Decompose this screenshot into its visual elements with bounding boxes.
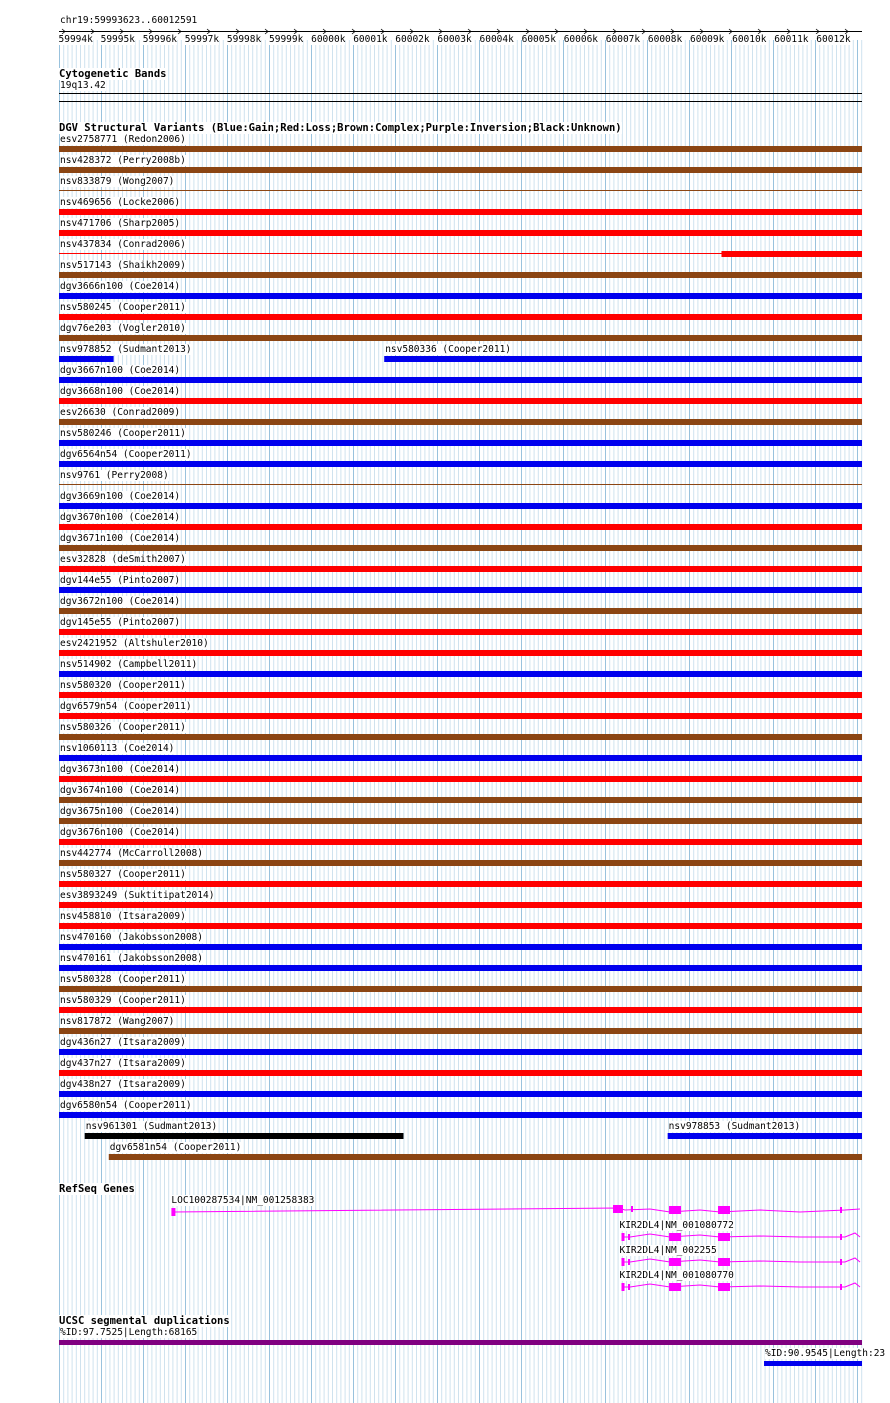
variant-label: nsv9761 (Perry2008) [60,470,169,481]
variant-label: dgv76e203 (Vogler2010) [60,323,186,334]
variant-label: nsv580246 (Cooper2011) [60,428,186,439]
variant-label: nsv580327 (Cooper2011) [60,869,186,880]
variant-label: nsv580336 (Cooper2011) [385,344,512,355]
variant-label: dgv6580n54 (Cooper2011) [60,1100,192,1111]
ruler-tick-label: 59998k [226,34,262,45]
variant-label: dgv6564n54 (Cooper2011) [60,449,192,460]
segdup-track-title: UCSC segmental duplications [59,1315,230,1327]
variant-label: esv2421952 (Altshuler2010) [60,638,209,649]
variant-label: dgv6581n54 (Cooper2011) [109,1142,242,1153]
variant-label: dgv3670n100 (Coe2014) [60,512,181,523]
ruler-tick-label: 59999k [269,34,304,45]
segdup-label: %ID:90.9545|Length:23 [765,1348,886,1359]
ruler-tick-label: 59994k [58,34,93,45]
ruler-tick-label: 60001k [353,34,388,45]
gene-label: KIR2DL4|NM_002255 [619,1245,717,1256]
gene-label: LOC100287534|NM_001258383 [171,1195,315,1206]
variant-label: esv3893249 (Suktitipat2014) [60,890,215,901]
variant-label: nsv817872 (Wang2007) [60,1016,175,1027]
ruler-tick-label: 59996k [142,34,178,45]
ruler-tick-label: 60002k [395,34,430,45]
variant-label: dgv438n27 (Itsara2009) [60,1079,186,1090]
variant-label: dgv3672n100 (Coe2014) [60,596,181,607]
variant-label: nsv437834 (Conrad2006) [60,239,186,250]
variant-label: esv32828 (deSmith2007) [60,554,186,565]
variant-label: dgv3675n100 (Coe2014) [60,806,181,817]
variant-label: dgv436n27 (Itsara2009) [60,1037,186,1048]
variant-label: nsv458810 (Itsara2009) [60,911,186,922]
variant-label: nsv580245 (Cooper2011) [60,302,186,313]
variant-label: nsv470160 (Jakobsson2008) [60,932,203,943]
refseq-track-title: RefSeq Genes [59,1183,135,1195]
variant-label: dgv3668n100 (Coe2014) [60,386,181,397]
variant-label: dgv145e55 (Pinto2007) [60,617,181,628]
cytoband-track-title: Cytogenetic Bands [59,68,167,80]
variant-label: esv2758771 (Redon2006) [60,134,186,145]
ruler-tick-label: 60010k [732,34,767,45]
ruler-tick-label: 60003k [437,34,472,45]
ruler-tick-label: 60009k [690,34,725,45]
ruler-tick-label: 60008k [647,34,683,45]
ruler-tick-label: 60005k [521,34,556,45]
ruler-tick-label: 60011k [774,34,809,45]
variant-label: dgv3676n100 (Coe2014) [60,827,181,838]
ruler-tick-label: 60004k [479,34,514,45]
segdup-label: %ID:97.7525|Length:68165 [60,1327,198,1338]
gene-label: KIR2DL4|NM_001080770 [619,1270,734,1281]
ruler-tick-label: 60007k [605,34,641,45]
variant-label: dgv3674n100 (Coe2014) [60,785,181,796]
variant-label: nsv470161 (Jakobsson2008) [60,953,203,964]
variant-label: dgv437n27 (Itsara2009) [60,1058,186,1069]
variant-label: dgv3666n100 (Coe2014) [60,281,181,292]
ruler-tick-label: 60012k [816,34,851,45]
ruler-tick-label: 59995k [100,34,135,45]
dgv-track-title: DGV Structural Variants (Blue:Gain;Red:Loss;Brown:Complex;Purple:Inversion;Black:Unknown) [59,122,622,134]
variant-label: dgv3673n100 (Coe2014) [60,764,181,775]
variant-label: nsv1060113 (Coe2014) [60,743,175,754]
ruler-tick-label: 60000k [311,34,346,45]
variant-label: nsv580329 (Cooper2011) [60,995,186,1006]
cytoband-label: 19q13.42 [60,80,106,91]
variant-label: nsv580326 (Cooper2011) [60,722,186,733]
variant-label: esv26630 (Conrad2009) [60,407,181,418]
gene-label: KIR2DL4|NM_001080772 [619,1220,734,1231]
variant-label: nsv978853 (Sudmant2013) [668,1121,801,1132]
variant-label: nsv514902 (Campbell2011) [60,659,198,670]
variant-label: nsv580328 (Cooper2011) [60,974,186,985]
variant-label: dgv6579n54 (Cooper2011) [60,701,192,712]
region-label: chr19:59993623..60012591 [60,15,198,26]
variant-label: nsv517143 (Shaikh2009) [60,260,186,271]
variant-label: nsv469656 (Locke2006) [60,197,181,208]
variant-label: nsv961301 (Sudmant2013) [85,1121,218,1132]
variant-label: nsv442774 (McCarroll2008) [60,848,203,859]
variant-label: dgv3669n100 (Coe2014) [60,491,181,502]
variant-label: nsv471706 (Sharp2005) [60,218,181,229]
variant-label: dgv3671n100 (Coe2014) [60,533,181,544]
variant-label: dgv144e55 (Pinto2007) [60,575,181,586]
variant-label: nsv833879 (Wong2007) [60,176,175,187]
variant-label: dgv3667n100 (Coe2014) [60,365,181,376]
variant-label: nsv978852 (Sudmant2013) [60,344,192,355]
ruler-tick-label: 59997k [184,34,220,45]
variant-label: nsv428372 (Perry2008b) [60,155,186,166]
variant-label: nsv580320 (Cooper2011) [60,680,186,691]
ruler-tick-label: 60006k [563,34,599,45]
